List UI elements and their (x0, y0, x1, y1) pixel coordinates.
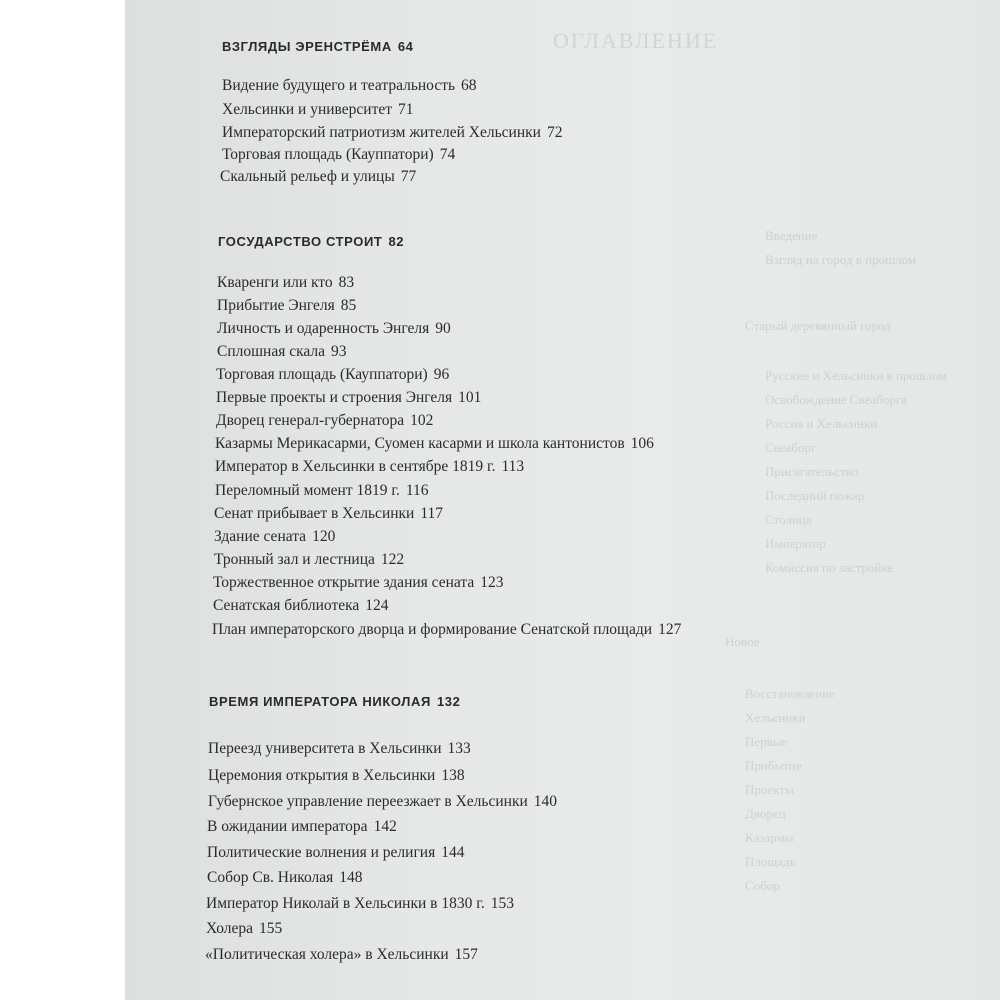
toc-entry: Переломный момент 1819 г. 116 (215, 482, 429, 499)
toc-entry: Император в Хельсинки в сентябре 1819 г. 113 (215, 458, 525, 475)
toc-entry: Прибытие Энгеля 85 (217, 297, 357, 314)
section-heading: ВРЕМЯ ИМПЕРАТОРА НИКОЛАЯ 132 (209, 694, 461, 709)
toc-entry: Дворец генерал-губернатора 102 (216, 412, 434, 429)
toc-entry: В ожидании императора 142 (207, 818, 397, 835)
toc-entry: Личность и одаренность Энгеля 90 (217, 320, 451, 337)
toc-entry: Сенат прибывает в Хельсинки 117 (214, 505, 444, 522)
toc-entry: Сплошная скала 93 (217, 343, 347, 360)
toc-entry: Торжественное открытие здания сената 123 (213, 574, 504, 591)
toc-entry: Императорский патриотизм жителей Хельсинки 72 (222, 124, 563, 141)
book-page: ОГЛАВЛЕНИЕ Введение Взгляд на город в прошлом Старый деревянный город Русские и Хельсинки в прошлом Освобождение Свеаборга Россия и Хельсинки Свеаборг Присягательство Последний пожар Столица Император Комиссия по застройке Новое Восстановление Хельсинки Первые Прибытие Проекты Дворец Казармы Площадь Собор (125, 0, 1000, 1000)
toc-entry: Хельсинки и университет 71 (222, 101, 414, 118)
toc-entry: Здание сената 120 (214, 528, 336, 545)
toc-entry: Политические волнения и религия 144 (207, 844, 465, 861)
toc-entry: Кваренги или кто 83 (217, 274, 355, 291)
show-through-title: ОГЛАВЛЕНИЕ (553, 28, 719, 53)
toc-entry: Переезд университета в Хельсинки 133 (208, 740, 471, 757)
toc-entry: Император Николай в Хельсинки в 1830 г. 153 (206, 895, 514, 912)
toc-entry: Сенатская библиотека 124 (213, 597, 389, 614)
toc-entry: «Политическая холера» в Хельсинки 157 (205, 946, 478, 963)
toc-entry: Собор Св. Николая 148 (207, 869, 363, 886)
toc-entry: Тронный зал и лестница 122 (214, 551, 405, 568)
toc-entry: Казармы Мерикасарми, Суомен касарми и школа кантонистов 106 (215, 435, 654, 452)
toc-entry: Торговая площадь (Кауппатори) 96 (216, 366, 450, 383)
toc-entry: Видение будущего и театральность 68 (222, 77, 477, 94)
toc-entry: Первые проекты и строения Энгеля 101 (216, 389, 482, 406)
toc-entry: Церемония открытия в Хельсинки 138 (208, 767, 465, 784)
toc-entry: Губернское управление переезжает в Хельсинки 140 (208, 793, 558, 810)
section-heading: ГОСУДАРСТВО СТРОИТ 82 (218, 234, 405, 249)
toc-entry: Холера 155 (206, 920, 283, 937)
toc-entry: План императорского дворца и формирование Сенатской площади 127 (212, 621, 682, 638)
toc-entry: Торговая площадь (Кауппатори) 74 (222, 146, 456, 163)
section-heading: ВЗГЛЯДЫ ЭРЕНСТРЁМА 64 (222, 39, 414, 54)
toc-entry: Скальный рельеф и улицы 77 (220, 168, 417, 185)
